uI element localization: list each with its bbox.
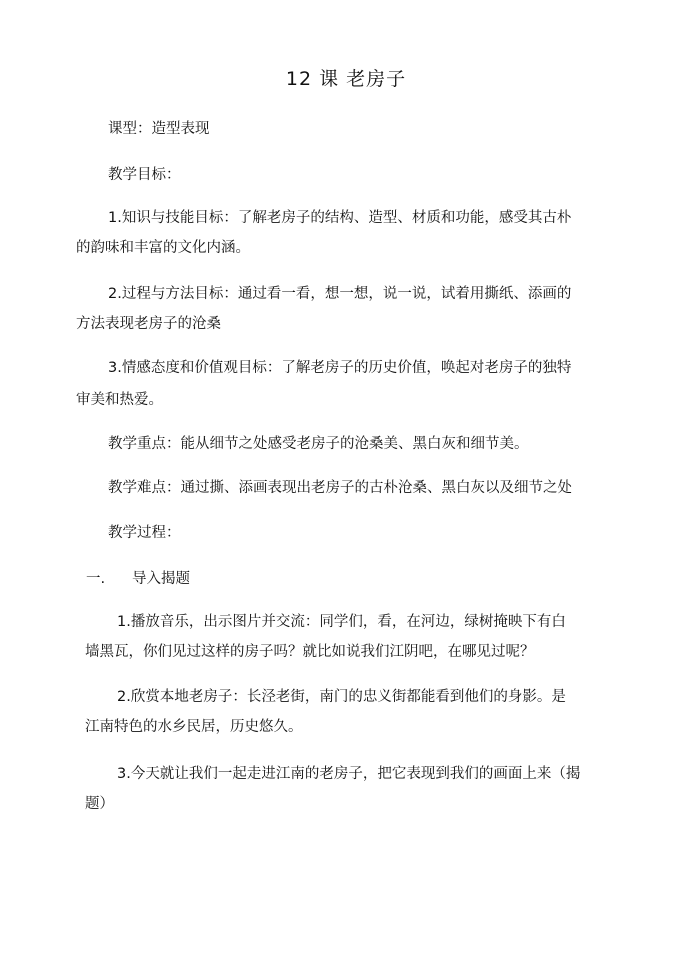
- difficulty: 教学难点：通过撕、添画表现出老房子的古朴沧桑、黑白灰以及细节之处: [108, 480, 572, 496]
- objective-2-line-1: 2.过程与方法目标：通过看一看，想一想，说一说，试着用撕纸、添画的: [108, 286, 572, 302]
- key-point: 教学重点：能从细节之处感受老房子的沧桑美、黑白灰和细节美。: [108, 436, 529, 452]
- step-2-line-2: 江南特色的水乡民居，历史悠久。: [85, 719, 303, 735]
- objective-2-line-2: 方法表现老房子的沧桑: [76, 316, 221, 332]
- step-3-line-1: 3.今天就让我们一起走进江南的老房子，把它表现到我们的画面上来（揭: [117, 766, 581, 782]
- objective-1-line-1: 1.知识与技能目标：了解老房子的结构、造型、材质和功能，感受其古朴: [108, 210, 572, 226]
- lesson-type: 课型：造型表现: [108, 121, 210, 137]
- step-3-line-2: 题）: [85, 796, 114, 812]
- process-heading: 教学过程：: [108, 525, 181, 541]
- objective-1-line-2: 的韵味和丰富的文化内涵。: [76, 240, 250, 256]
- section-1-number: 一.: [86, 571, 106, 587]
- step-1-line-2: 墙黑瓦，你们见过这样的房子吗？就比如说我们江阴吧，在哪见过呢？: [85, 644, 535, 660]
- step-2-line-1: 2.欣赏本地老房子：长泾老街，南门的忠义街都能看到他们的身影。是: [117, 689, 566, 705]
- objective-3-line-2: 审美和热爱。: [76, 392, 163, 408]
- section-1-title: 导入揭题: [132, 571, 190, 587]
- step-1-line-1: 1.播放音乐，出示图片并交流：同学们，看，在河边，绿树掩映下有白: [117, 614, 566, 630]
- document-title: 12 课 老房子: [285, 68, 407, 90]
- objectives-heading: 教学目标：: [108, 167, 181, 183]
- objective-3-line-1: 3.情感态度和价值观目标：了解老房子的历史价值，唤起对老房子的独特: [108, 360, 572, 376]
